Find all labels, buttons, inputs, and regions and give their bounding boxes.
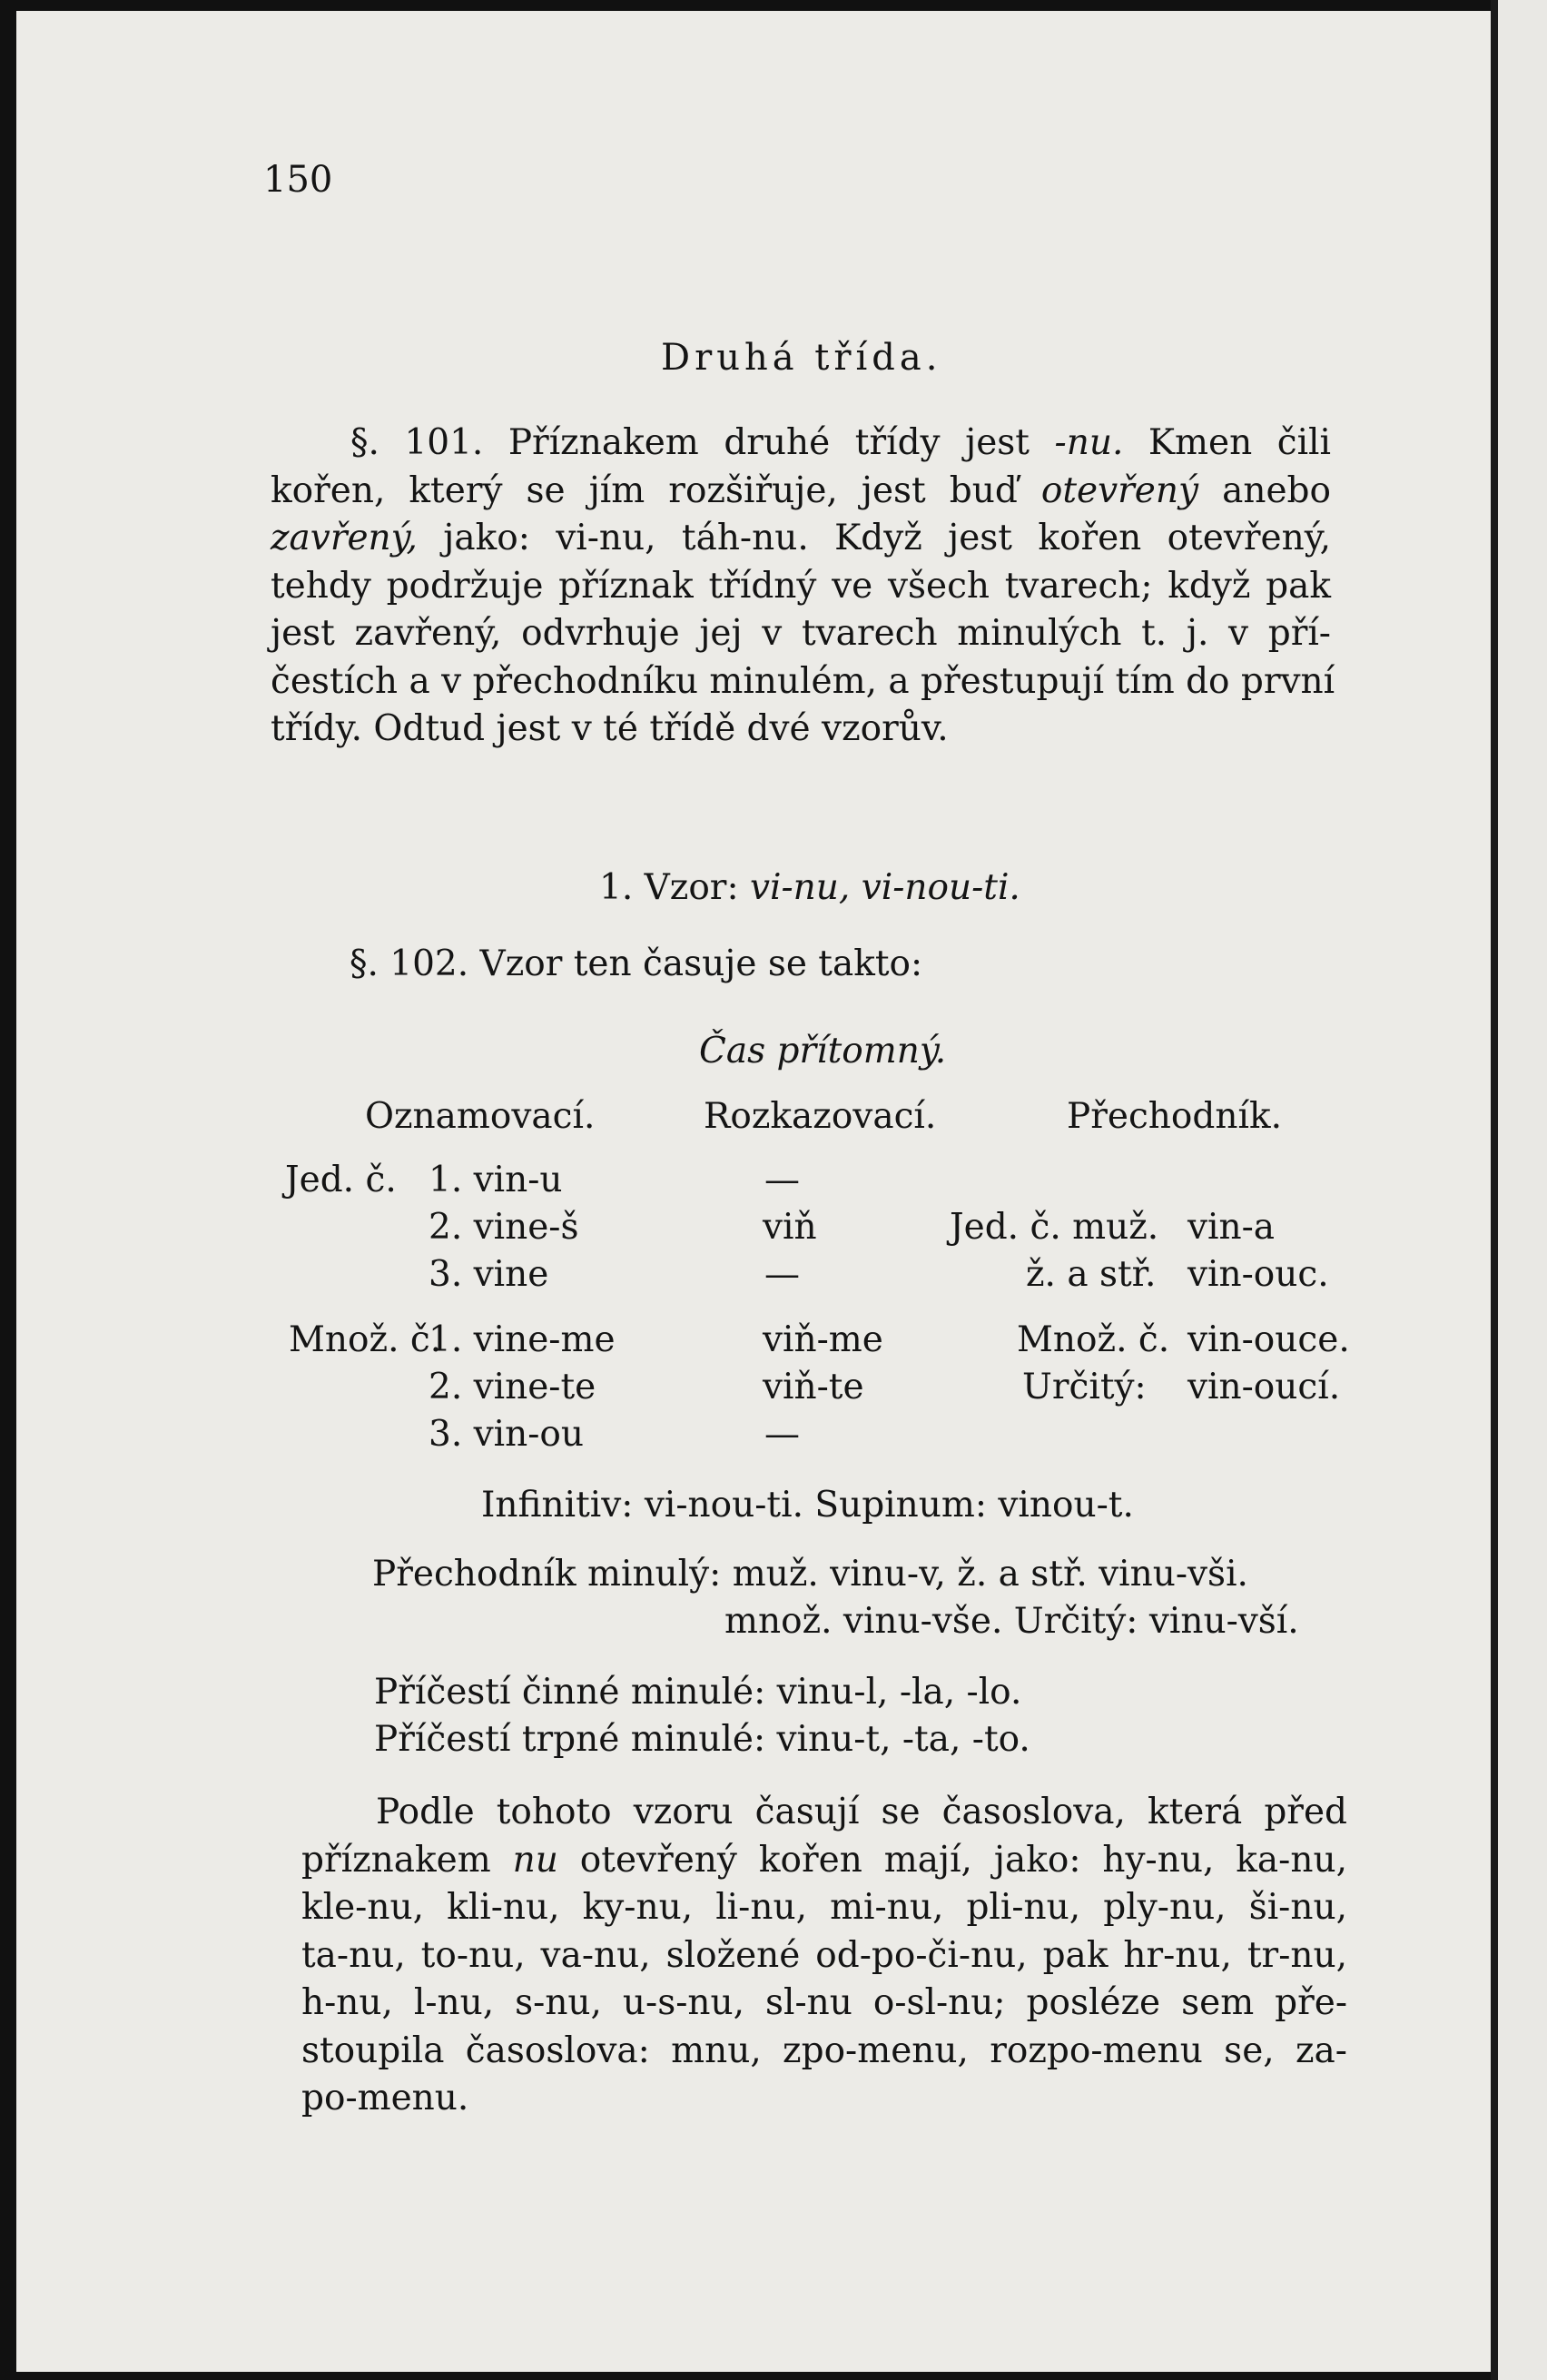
- p101-line-2: kořen, který se jím rozšiřuje, jest buď otevřený anebo: [271, 469, 1331, 511]
- rozkazovaci-form: —: [764, 1414, 800, 1455]
- final-line-3: kle-nu, kli-nu, ky-nu, li-nu, mi-nu, pli-nu, ply-nu, ši-nu,: [301, 1887, 1347, 1928]
- section-heading: Druhá třída.: [661, 337, 942, 379]
- prechodnik-form: vin-a: [1187, 1207, 1276, 1248]
- p101-line-6: čestích a v přechodníku minulém, a přestupují tím do první: [271, 660, 1335, 702]
- final-line-2: příznakem nu otevřený kořen mají, jako: hy-nu, ka-nu,: [301, 1839, 1347, 1881]
- oznamovaci-form: 2. vine-š: [429, 1207, 579, 1248]
- p101-line-5: jest zavřený, odvrhuje jej v tvarech minulých t. j. v pří-: [271, 613, 1331, 654]
- prechodnik-label: ž. a stř.: [1026, 1254, 1157, 1295]
- rozkazovaci-form: viň-me: [763, 1319, 883, 1360]
- prechodnik-minuly-line-1: Přechodník minulý: muž. vinu-v, ž. a stř. vinu-vši.: [372, 1554, 1248, 1595]
- oznamovaci-form: 2. vine-te: [429, 1367, 596, 1407]
- final-line-7: po-menu.: [301, 2078, 469, 2118]
- prechodnik-label: Množ. č.: [1017, 1319, 1170, 1360]
- label-jed-c: Jed. č.: [285, 1160, 397, 1200]
- paragraph-101: [271, 420, 1335, 754]
- rozkazovaci-form: —: [764, 1254, 800, 1295]
- final-line-6: stoupila časoslova: mnu, zpo-menu, rozpo-menu se, za-: [301, 2029, 1347, 2071]
- page-number: 150: [263, 159, 333, 201]
- column-header-prechodnik: Přechodník.: [1067, 1096, 1282, 1137]
- p101-line-7: třídy. Odtud jest v té třídě dvé vzorův.: [271, 708, 949, 749]
- tense-title: Čas přítomný.: [699, 1031, 947, 1071]
- label-mnoz-c: Množ. č.: [289, 1319, 442, 1360]
- p101-line-1: §. 101. Příznakem druhé třídy jest -nu. Kmen čili: [350, 422, 1332, 463]
- prechodnik-form: vin-oucí.: [1187, 1367, 1341, 1407]
- p101-line-3: zavřený, jako: vi-nu, táh-nu. Když jest kořen otevřený,: [271, 518, 1331, 558]
- rozkazovaci-form: —: [764, 1160, 800, 1200]
- oznamovaci-form: 3. vin-ou: [429, 1414, 585, 1455]
- rozkazovaci-form: viň-te: [763, 1367, 864, 1407]
- prechodnik-minuly-line-2: množ. vinu-vše. Určitý: vinu-vší.: [724, 1601, 1299, 1642]
- oznamovaci-form: 1. vine-me: [429, 1319, 616, 1360]
- column-header-rozkazovaci: Rozkazovací.: [704, 1096, 937, 1137]
- prechodnik-form: vin-ouce.: [1187, 1319, 1350, 1360]
- section-102: §. 102. Vzor ten časuje se takto:: [350, 943, 923, 984]
- infinitiv-line: Infinitiv: vi-nou-ti. Supinum: vinou-t.: [481, 1485, 1134, 1526]
- column-header-oznamovaci: Oznamovací.: [365, 1096, 596, 1137]
- prechodnik-label: Jed. č. muž.: [950, 1207, 1159, 1248]
- prechodnik-label: Určitý:: [1022, 1367, 1147, 1407]
- p101-line-4: tehdy podržuje příznak třídný ve všech tvarech; když pak: [271, 565, 1331, 607]
- oznamovaci-form: 3. vine: [429, 1254, 549, 1295]
- final-line-5: h-nu, l-nu, s-nu, u-s-nu, sl-nu o-sl-nu; posléze sem pře-: [301, 1982, 1347, 2023]
- rozkazovaci-form: viň: [763, 1207, 817, 1248]
- paragraph-final: [301, 1789, 1347, 2123]
- prechodnik-form: vin-ouc.: [1187, 1254, 1329, 1295]
- pricesti-trpne-line: Příčestí trpné minulé: vinu-t, -ta, -to.: [374, 1719, 1030, 1760]
- final-line-1: Podle tohoto vzoru časují se časoslova, která před: [376, 1792, 1347, 1832]
- page-gutter: [1491, 0, 1498, 2380]
- oznamovaci-form: 1. vin-u: [429, 1160, 563, 1200]
- pricesti-cinne-line: Příčestí činné minulé: vinu-l, -la, -lo.: [374, 1672, 1022, 1713]
- vzor-title: 1. Vzor: vi-nu, vi-nou-ti.: [599, 867, 1020, 908]
- next-page-edge: [1498, 0, 1547, 2380]
- final-line-4: ta-nu, to-nu, va-nu, složené od-po-či-nu, pak hr-nu, tr-nu,: [301, 1934, 1347, 1976]
